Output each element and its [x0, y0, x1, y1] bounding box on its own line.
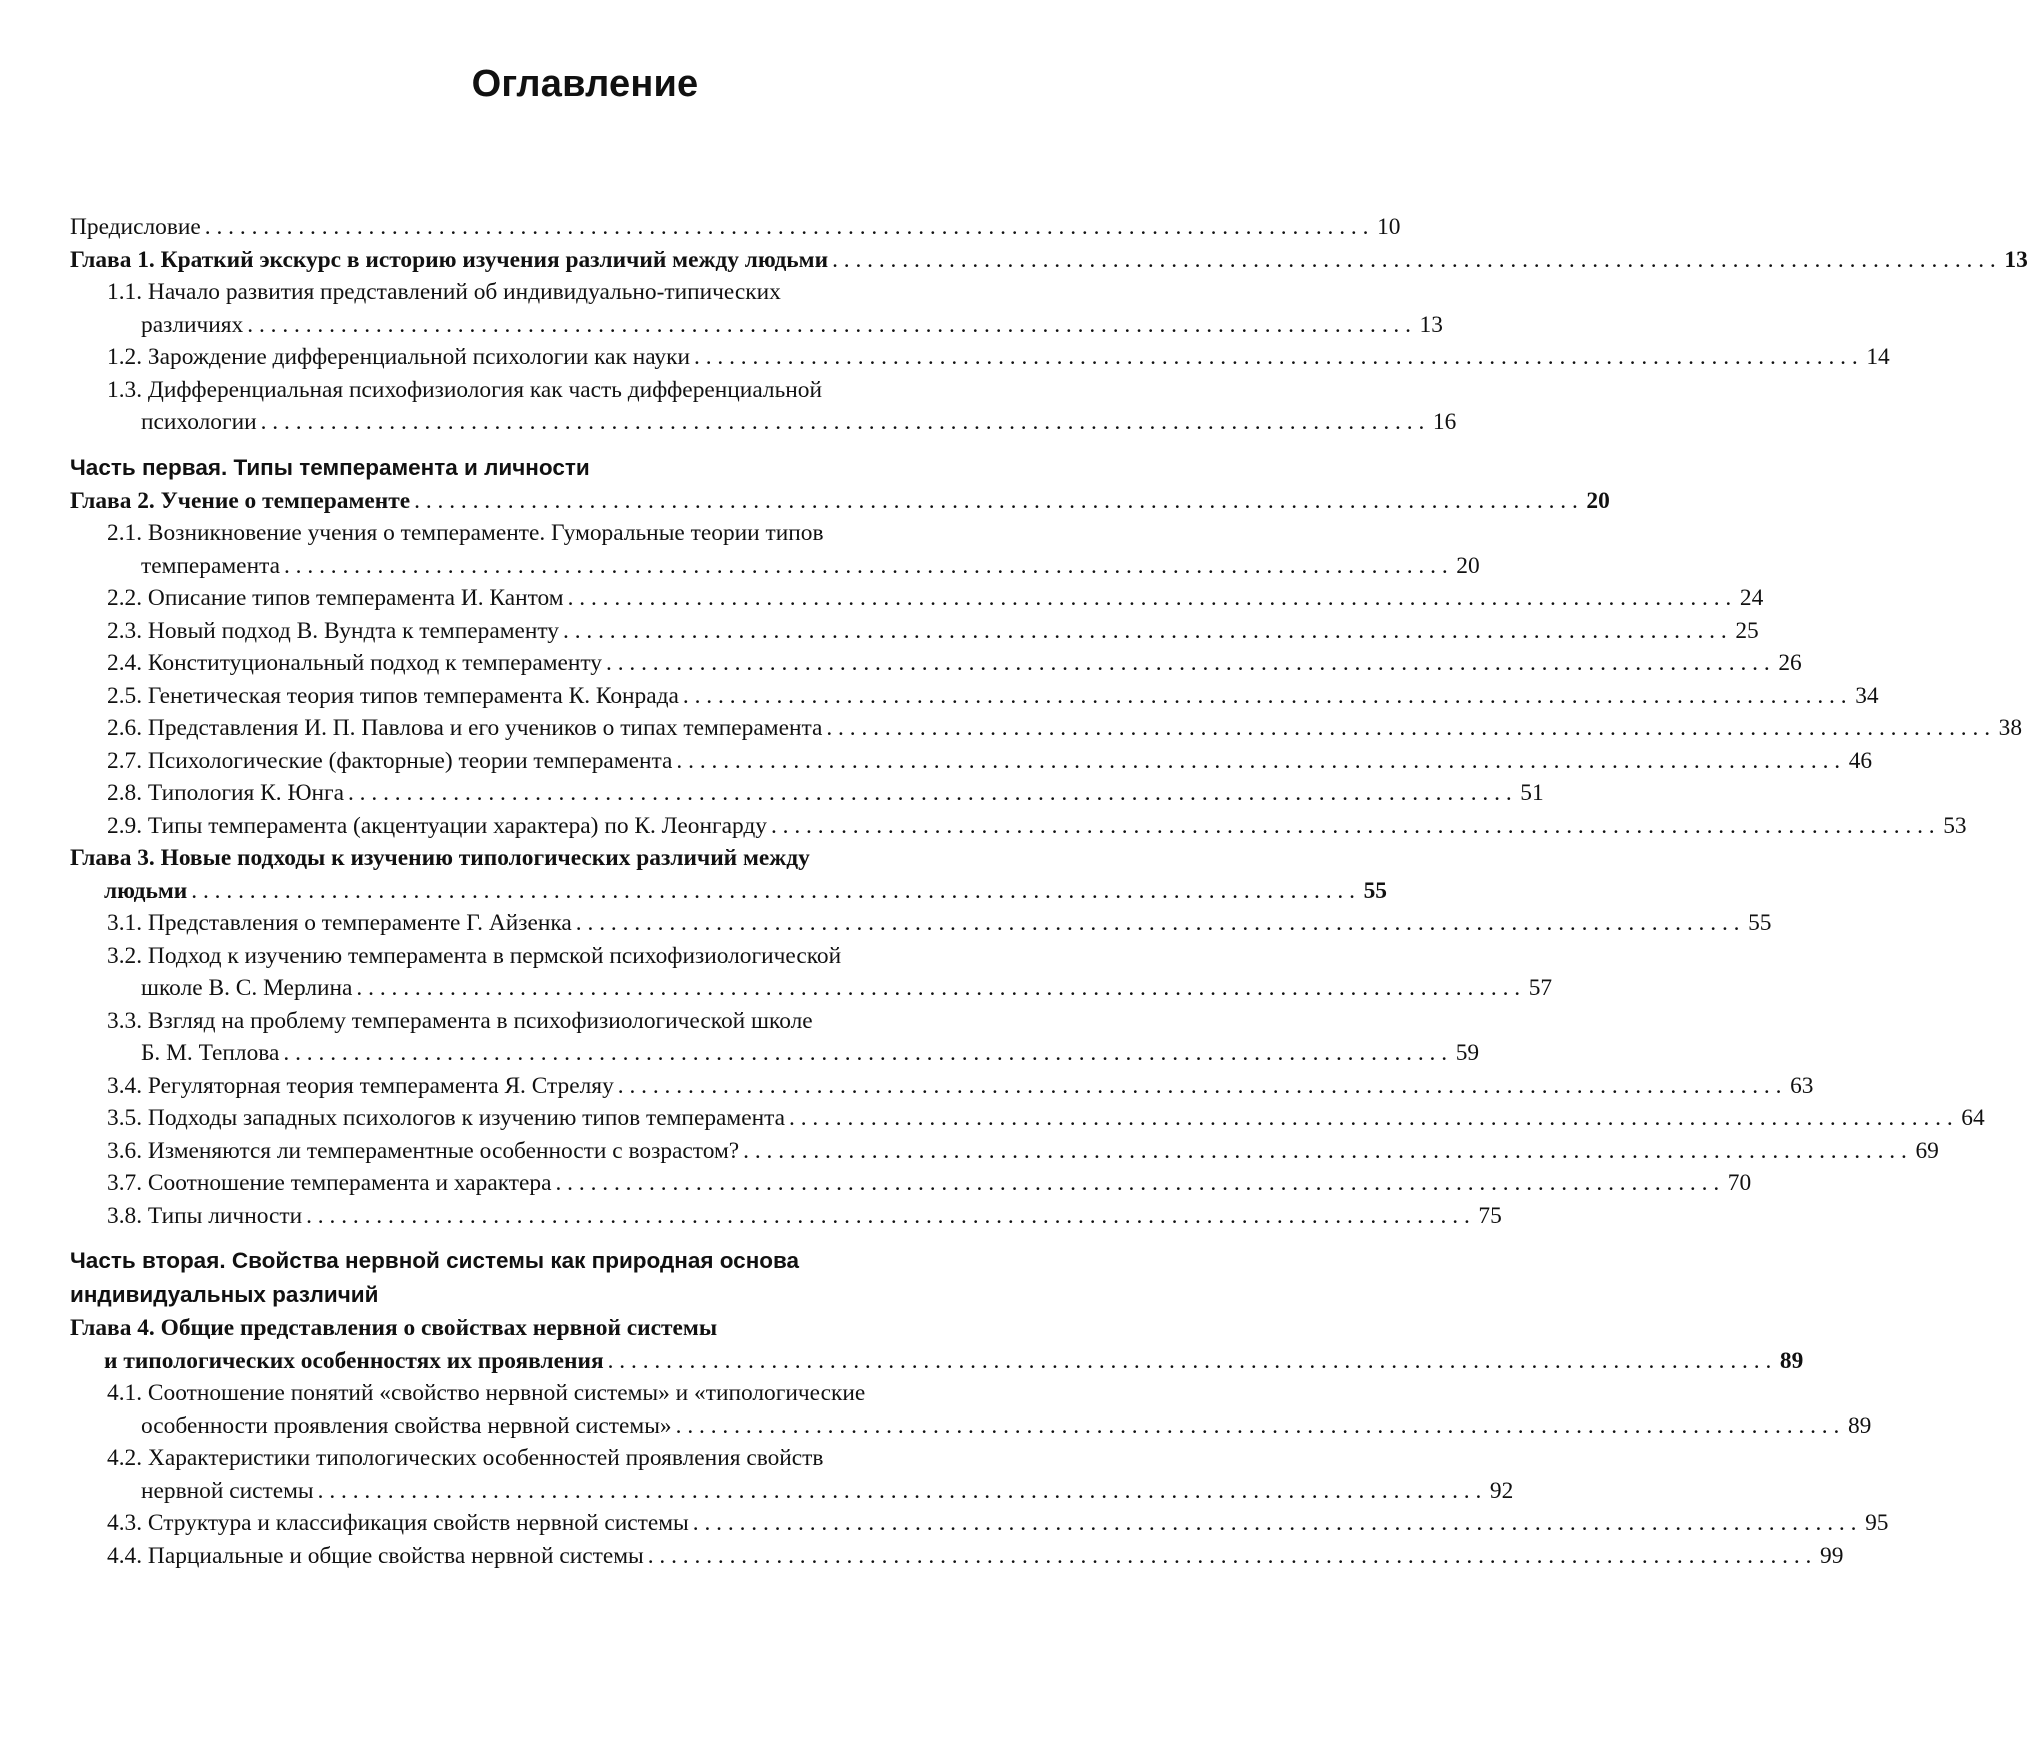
toc-section-2-6[interactable] — [70, 712, 1100, 745]
part-title-line2: индивидуальных различий — [70, 1278, 1100, 1312]
chapter-page: 13 — [2000, 244, 2028, 277]
part-heading-2 — [70, 1244, 1100, 1312]
section-title: 3.7. Соотношение темперамента и характера — [107, 1167, 551, 1200]
toc-section-3-2-line1[interactable]: 3.2. Подход к изучению темперамента в пермской психофизиологической — [70, 940, 1100, 973]
toc-section-4-2[interactable] — [70, 1475, 1100, 1508]
part-title-line1: Часть вторая. Свойства нервной системы как природная основа — [70, 1244, 1100, 1278]
toc-section-3-6[interactable] — [70, 1135, 1100, 1168]
section-title: 3.1. Представления о темпераменте Г. Айзенка — [107, 907, 572, 940]
dot-leader — [694, 341, 1858, 374]
section-page: 13 — [1415, 309, 1443, 342]
dot-leader — [284, 550, 1448, 583]
toc-section-2-9[interactable] — [70, 810, 1100, 843]
toc-section-1-2[interactable] — [70, 341, 1100, 374]
toc-section-1-3-line1[interactable]: 1.3. Дифференциальная психофизиология как часть дифференциальной — [70, 374, 1100, 407]
section-page: 46 — [1844, 745, 1872, 778]
section-page: 16 — [1428, 406, 1456, 439]
chapter-title: Глава 2. Учение о темпераменте — [70, 485, 410, 518]
toc-chapter-4[interactable] — [70, 1345, 1100, 1378]
section-page: 57 — [1524, 972, 1552, 1005]
toc-section-2-4[interactable] — [70, 647, 1100, 680]
toc-chapter-1[interactable] — [70, 244, 1100, 277]
section-title: 2.8. Типология К. Юнга — [107, 777, 344, 810]
toc-section-4-4[interactable] — [70, 1540, 1100, 1573]
section-title-cont: Б. М. Теплова — [107, 1037, 279, 1070]
section-page: 20 — [1452, 550, 1480, 583]
section-title-cont: темперамента — [107, 550, 280, 583]
section-page: 89 — [1843, 1410, 1871, 1443]
section-page: 24 — [1735, 582, 1763, 615]
section-page: 64 — [1957, 1102, 1985, 1135]
section-page: 92 — [1485, 1475, 1513, 1508]
toc-entry-preface[interactable] — [70, 211, 1100, 244]
toc-chapter-3-line1[interactable]: Глава 3. Новые подходы к изучению типологических различий между — [70, 842, 1100, 875]
toc-section-2-1[interactable] — [70, 550, 1100, 583]
section-page: 38 — [1994, 712, 2022, 745]
chapter-title-cont: и типологических особенностях их проявления — [70, 1345, 604, 1378]
dot-leader — [568, 582, 1732, 615]
toc-section-3-3-line1[interactable]: 3.3. Взгляд на проблему темперамента в психофизиологической школе — [70, 1005, 1100, 1038]
toc-section-3-4[interactable] — [70, 1070, 1100, 1103]
section-page: 53 — [1939, 810, 1967, 843]
dot-leader — [576, 907, 1740, 940]
section-page: 63 — [1785, 1070, 1813, 1103]
dot-leader — [414, 485, 1578, 518]
section-title: 2.4. Конституциональный подход к темпераменту — [107, 647, 602, 680]
toc-section-2-3[interactable] — [70, 615, 1100, 648]
dot-leader — [306, 1200, 1470, 1233]
dot-leader — [771, 810, 1935, 843]
page-title: Оглавление — [70, 62, 1100, 106]
toc-section-3-2[interactable] — [70, 972, 1100, 1005]
toc-section-3-3[interactable] — [70, 1037, 1100, 1070]
dot-leader — [648, 1540, 1812, 1573]
section-title-cont: психологии — [107, 406, 257, 439]
entry-title: Предисловие — [70, 211, 201, 244]
chapter-page: 55 — [1359, 875, 1387, 908]
chapter-page: 20 — [1582, 485, 1610, 518]
toc-section-2-8[interactable] — [70, 777, 1100, 810]
toc-section-2-5[interactable] — [70, 680, 1100, 713]
dot-leader — [318, 1475, 1482, 1508]
section-title: 2.9. Типы темперамента (акцентуации характера) по К. Леонгарду — [107, 810, 767, 843]
toc-chapter-4-line1[interactable]: Глава 4. Общие представления о свойствах нервной системы — [70, 1312, 1100, 1345]
toc-page — [70, 62, 1100, 1572]
section-title: 3.6. Изменяются ли темпераментные особенности с возрастом? — [107, 1135, 739, 1168]
section-page: 69 — [1911, 1135, 1939, 1168]
toc-section-3-5[interactable] — [70, 1102, 1100, 1135]
dot-leader — [618, 1070, 1782, 1103]
dot-leader — [832, 244, 1996, 277]
section-title-cont: нервной системы — [107, 1475, 314, 1508]
dot-leader — [283, 1037, 1447, 1070]
toc-section-4-1[interactable] — [70, 1410, 1100, 1443]
section-page: 25 — [1731, 615, 1759, 648]
dot-leader — [191, 875, 1355, 908]
section-page: 55 — [1743, 907, 1771, 940]
entry-page: 10 — [1372, 211, 1400, 244]
part-title: Часть первая. Типы темперамента и личности — [70, 451, 1100, 485]
table-of-contents — [70, 211, 1100, 1572]
section-page: 14 — [1862, 341, 1890, 374]
dot-leader — [693, 1507, 1857, 1540]
toc-section-2-7[interactable] — [70, 745, 1100, 778]
section-title: 2.2. Описание типов темперамента И. Кантом — [107, 582, 564, 615]
toc-section-2-2[interactable] — [70, 582, 1100, 615]
section-page: 51 — [1516, 777, 1544, 810]
toc-section-4-2-line1[interactable]: 4.2. Характеристики типологических особенностей проявления свойств — [70, 1442, 1100, 1475]
chapter-page: 89 — [1775, 1345, 1803, 1378]
dot-leader — [247, 309, 1411, 342]
dot-leader — [743, 1135, 1907, 1168]
section-title-cont: особенности проявления свойства нервной системы» — [107, 1410, 672, 1443]
toc-section-4-1-line1[interactable]: 4.1. Соотношение понятий «свойство нервной системы» и «типологические — [70, 1377, 1100, 1410]
toc-section-1-1-line1[interactable]: 1.1. Начало развития представлений об индивидуально-типических — [70, 276, 1100, 309]
section-page: 95 — [1860, 1507, 1888, 1540]
section-page: 99 — [1815, 1540, 1843, 1573]
toc-section-2-1-line1[interactable]: 2.1. Возникновение учения о темпераменте. Гуморальные теории типов — [70, 517, 1100, 550]
dot-leader — [356, 972, 1520, 1005]
toc-section-3-7[interactable] — [70, 1167, 1100, 1200]
part-heading-1 — [70, 451, 1100, 485]
section-page: 59 — [1451, 1037, 1479, 1070]
dot-leader — [555, 1167, 1719, 1200]
dot-leader — [676, 745, 1840, 778]
dot-leader — [563, 615, 1727, 648]
section-page: 34 — [1851, 680, 1879, 713]
section-title: 3.5. Подходы западных психологов к изучению типов темперамента — [107, 1102, 785, 1135]
toc-chapter-2[interactable] — [70, 485, 1100, 518]
section-title: 3.4. Регуляторная теория темперамента Я. Стреляу — [107, 1070, 614, 1103]
section-title: 4.4. Парциальные и общие свойства нервной системы — [107, 1540, 644, 1573]
dot-leader — [826, 712, 1990, 745]
section-title: 1.2. Зарождение дифференциальной психологии как науки — [107, 341, 690, 374]
dot-leader — [606, 647, 1770, 680]
toc-section-3-1[interactable] — [70, 907, 1100, 940]
dot-leader — [789, 1102, 1953, 1135]
toc-section-1-3[interactable] — [70, 406, 1100, 439]
chapter-title: Глава 1. Краткий экскурс в историю изучения различий между людьми — [70, 244, 828, 277]
toc-section-4-3[interactable] — [70, 1507, 1100, 1540]
section-title: 2.5. Генетическая теория типов темперамента К. Конрада — [107, 680, 679, 713]
chapter-title-cont: людьми — [70, 875, 187, 908]
section-title: 4.3. Структура и классификация свойств нервной системы — [107, 1507, 689, 1540]
dot-leader — [676, 1410, 1840, 1443]
section-title: 2.3. Новый подход В. Вундта к темпераменту — [107, 615, 559, 648]
dot-leader — [261, 406, 1425, 439]
dot-leader — [205, 211, 1369, 244]
section-title-cont: школе В. С. Мерлина — [107, 972, 352, 1005]
section-title: 2.6. Представления И. П. Павлова и его учеников о типах темперамента — [107, 712, 822, 745]
dot-leader — [608, 1345, 1772, 1378]
section-title-cont: различиях — [107, 309, 243, 342]
section-page: 75 — [1474, 1200, 1502, 1233]
toc-section-3-8[interactable] — [70, 1200, 1100, 1233]
section-title: 3.8. Типы личности — [107, 1200, 302, 1233]
dot-leader — [348, 777, 1512, 810]
toc-chapter-3[interactable] — [70, 875, 1100, 908]
dot-leader — [683, 680, 1847, 713]
section-title: 2.7. Психологические (факторные) теории темперамента — [107, 745, 672, 778]
section-page: 26 — [1774, 647, 1802, 680]
section-page: 70 — [1723, 1167, 1751, 1200]
toc-section-1-1[interactable] — [70, 309, 1100, 342]
